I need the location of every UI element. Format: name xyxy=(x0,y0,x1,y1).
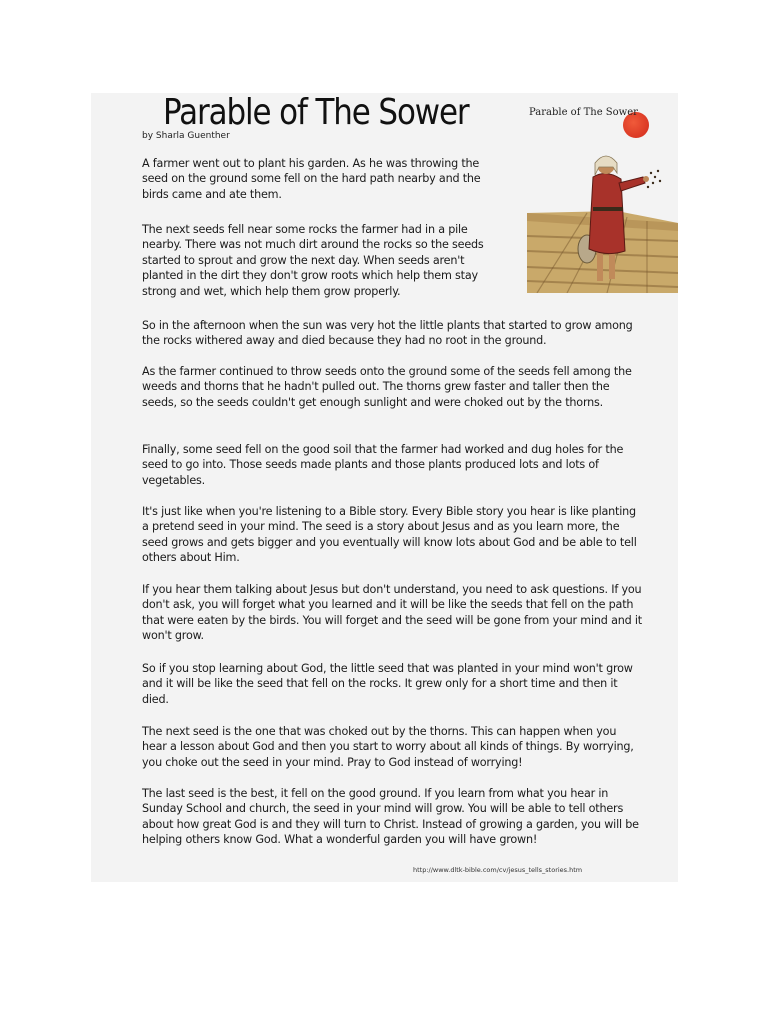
lesson-paragraph: If you hear them talking about Jesus but don't understand, you need to ask questions. If you don't ask, you will forget what you learned and it will be like the seeds that fell on the path that were eaten by the birds. You will forget and the seed will be gone from your mind and it won't grow. xyxy=(142,583,642,643)
figure-caption: Parable of The Sower xyxy=(529,107,638,118)
story-paragraph: The next seeds fell near some rocks the farmer had in a pile nearby. There was not much dirt around the rocks so the seeds started to sprout and grow the next day. When seeds aren't planted in the dirt they don't grow roots which help them stay strong and wet, which help them grow properly. xyxy=(142,223,484,298)
lesson-paragraph: The next seed is the one that was choked out by the thorns. This can happen when you hear a lesson about God and then you start to worry about all kinds of things. By worrying, you choke out the seed in your mind. Pray to God instead of worrying! xyxy=(142,725,634,769)
document-page xyxy=(91,93,678,882)
story-paragraph: As the farmer continued to throw seeds onto the ground some of the seeds fell among the weeds and thorns that he hadn't pulled out. The thorns grew faster and taller then the seeds, so the seeds couldn't get enough sunlight and were choked out by the thorns. xyxy=(142,365,632,409)
lesson-paragraph: It's just like when you're listening to a Bible story. Every Bible story you hear is like planting a pretend seed in your mind. The seed is a story about Jesus and as you learn more, the seed grows and gets bigger and you eventually will know lots about God and be able to tell others about Him. xyxy=(142,505,637,565)
story-paragraph: Finally, some seed fell on the good soil that the farmer had worked and dug holes for the seed to go into. Those seeds made plants and those plants produced lots and lots of vegetables. xyxy=(142,443,624,487)
lesson-paragraph: So if you stop learning about God, the little seed that was planted in your mind won't grow and it will be like the seed that fell on the rocks. It grew only for a short time and then it died. xyxy=(142,662,633,706)
page-title: Parable of The Sower xyxy=(163,93,469,133)
story-paragraph: A farmer went out to plant his garden. As he was throwing the seed on the ground some fell on the hard path nearby and the birds came and ate them. xyxy=(142,157,481,201)
author-byline: by Sharla Guenther xyxy=(142,131,230,141)
story-paragraph: So in the afternoon when the sun was very hot the little plants that started to grow among the rocks withered away and died because they had no root in the ground. xyxy=(142,319,633,348)
lesson-paragraph: The last seed is the best, it fell on the good ground. If you learn from what you hear in Sunday School and church, the seed in your mind will grow. You will be able to tell others about how great God is and they will turn to Christ. Instead of growing a garden, you will be helping others know God. What a wonderful garden you will have grown! xyxy=(142,787,639,847)
sower-illustration xyxy=(527,141,678,293)
source-url: http://www.dltk-bible.com/cv/jesus_tells_stories.htm xyxy=(413,866,583,874)
sower-figure xyxy=(527,101,678,293)
